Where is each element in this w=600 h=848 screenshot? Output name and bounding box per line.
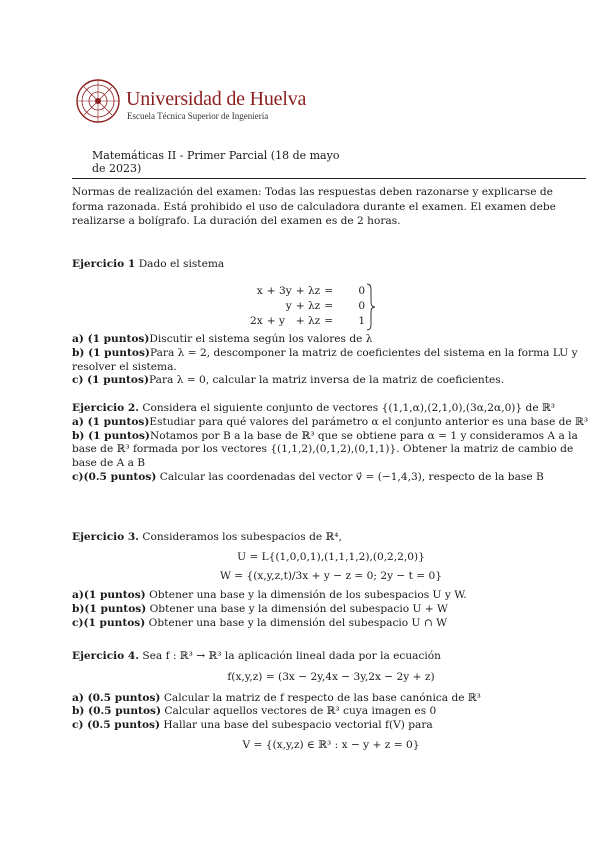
part-a: a) (1 puntos)Estudiar para qué valores del parámetro α el conjunto anterior es una base de ℝ³ bbox=[72, 415, 589, 428]
eq-term: + 3y bbox=[266, 285, 292, 297]
part-b: b) (1 puntos)Para λ = 2, descomponer la matriz de coeficientes del sistema en la forma LU y resolver el sistema. bbox=[72, 346, 578, 373]
equation-system bbox=[248, 284, 367, 329]
exercise-3 bbox=[72, 531, 590, 631]
eq-term: = bbox=[324, 300, 334, 312]
part-c: c) (0.5 puntos) Hallar una base del subespacio vectorial f(V) para bbox=[72, 719, 433, 732]
exercise-4 bbox=[72, 650, 590, 753]
exercise-1-intro: Dado el sistema bbox=[138, 258, 225, 270]
school-name: Escuela Técnica Superior de Ingeniería bbox=[127, 111, 269, 121]
map-equation: f(x,y,z) = (3x − 2y,4x − 3y,2x − 2y + z) bbox=[227, 670, 435, 683]
equation-row bbox=[248, 299, 367, 314]
eq-term: 2x bbox=[250, 315, 263, 327]
subspace-V: V = {(x,y,z) ∈ ℝ³ : x − y + z = 0} bbox=[242, 738, 420, 751]
eq-term: 0 bbox=[358, 285, 366, 297]
subspace-U: U = L{(1,0,0,1),(1,1,1,2),(0,2,2,0)} bbox=[237, 550, 425, 563]
part-a: a) (0.5 puntos) Calcular la matriz de f respecto de las base canónica de ℝ³ bbox=[72, 691, 481, 704]
part-b: b)(1 puntos) Obtener una base y la dimensión del subespacio U + W bbox=[72, 603, 448, 616]
part-a: a) (1 puntos)Discutir el sistema según los valores de λ bbox=[72, 333, 373, 345]
part-c: c) (1 puntos)Para λ = 0, calcular la matriz inversa de la matriz de coeficientes. bbox=[72, 374, 505, 387]
exercise-1-title: Ejercicio 1 bbox=[72, 258, 136, 270]
exercise-2-heading: Ejercicio 2. Considera el siguiente conjunto de vectores {(1,1,α),(2,1,0),(3α,2α,0)} de ℝ³ bbox=[72, 402, 556, 414]
exercise-2 bbox=[72, 402, 590, 485]
part-b: b) (0.5 puntos) Calcular aquellos vectores de ℝ³ cuya imagen es 0 bbox=[72, 705, 437, 718]
university-seal-icon bbox=[75, 78, 121, 124]
exercise-4-heading: Ejercicio 4. Sea f : ℝ³ → ℝ³ la aplicación lineal dada por la ecuación bbox=[72, 650, 442, 662]
exercise-1-parts bbox=[72, 333, 590, 388]
eq-term bbox=[248, 299, 265, 314]
eq-term: y bbox=[285, 300, 292, 312]
header-divider bbox=[72, 178, 586, 179]
eq-term: + λz bbox=[295, 315, 321, 327]
part-a: a)(1 puntos) Obtener una base y la dimensión de los subespacios U y W. bbox=[72, 589, 467, 602]
university-name: Universidad de Huelva bbox=[126, 88, 307, 110]
equation-row bbox=[248, 314, 367, 329]
subspace-W: W = {(x,y,z,t)/3x + y − z = 0; 2y − t = 0} bbox=[219, 569, 443, 582]
right-brace-icon bbox=[366, 283, 376, 331]
eq-term: = bbox=[324, 315, 334, 327]
exercise-1-heading bbox=[72, 258, 590, 272]
exam-norms: Normas de realización del examen: Todas las respuestas deben razonarse y explicarse de forma razonada. Está prohibido el uso de calculadora durante el examen. El examen debe realizarse a bolígrafo. La duración del examen es de 2 horas. bbox=[72, 186, 556, 227]
eq-term: 1 bbox=[358, 315, 366, 327]
eq-term: x bbox=[256, 285, 263, 297]
eq-term: + y bbox=[266, 315, 285, 327]
course-title: Matemáticas II - Primer Parcial (18 de mayo de 2023) bbox=[92, 149, 340, 175]
eq-term: 0 bbox=[358, 300, 366, 312]
part-c: c)(0.5 puntos) Calcular las coordenadas del vector v⃗ = (−1,4,3), respecto de la base B bbox=[72, 470, 544, 483]
equation-row bbox=[248, 284, 367, 299]
part-b: b) (1 puntos)Notamos por B a la base de ℝ³ que se obtiene para α = 1 y consideramos A a la base de ℝ³ formada por los vectores {(1,1,2),(0,1,2),(0,1,1)}. Obtener la matriz de cambio de base de A a B bbox=[72, 429, 578, 470]
eq-term: = bbox=[324, 285, 334, 297]
part-c: c)(1 puntos) Obtener una base y la dimensión del subespacio U ∩ W bbox=[72, 616, 447, 629]
eq-term: + λz bbox=[295, 285, 321, 297]
eq-term: + λz bbox=[295, 300, 321, 312]
exercise-3-heading: Ejercicio 3. Consideramos los subespacios de ℝ⁴, bbox=[72, 531, 342, 543]
